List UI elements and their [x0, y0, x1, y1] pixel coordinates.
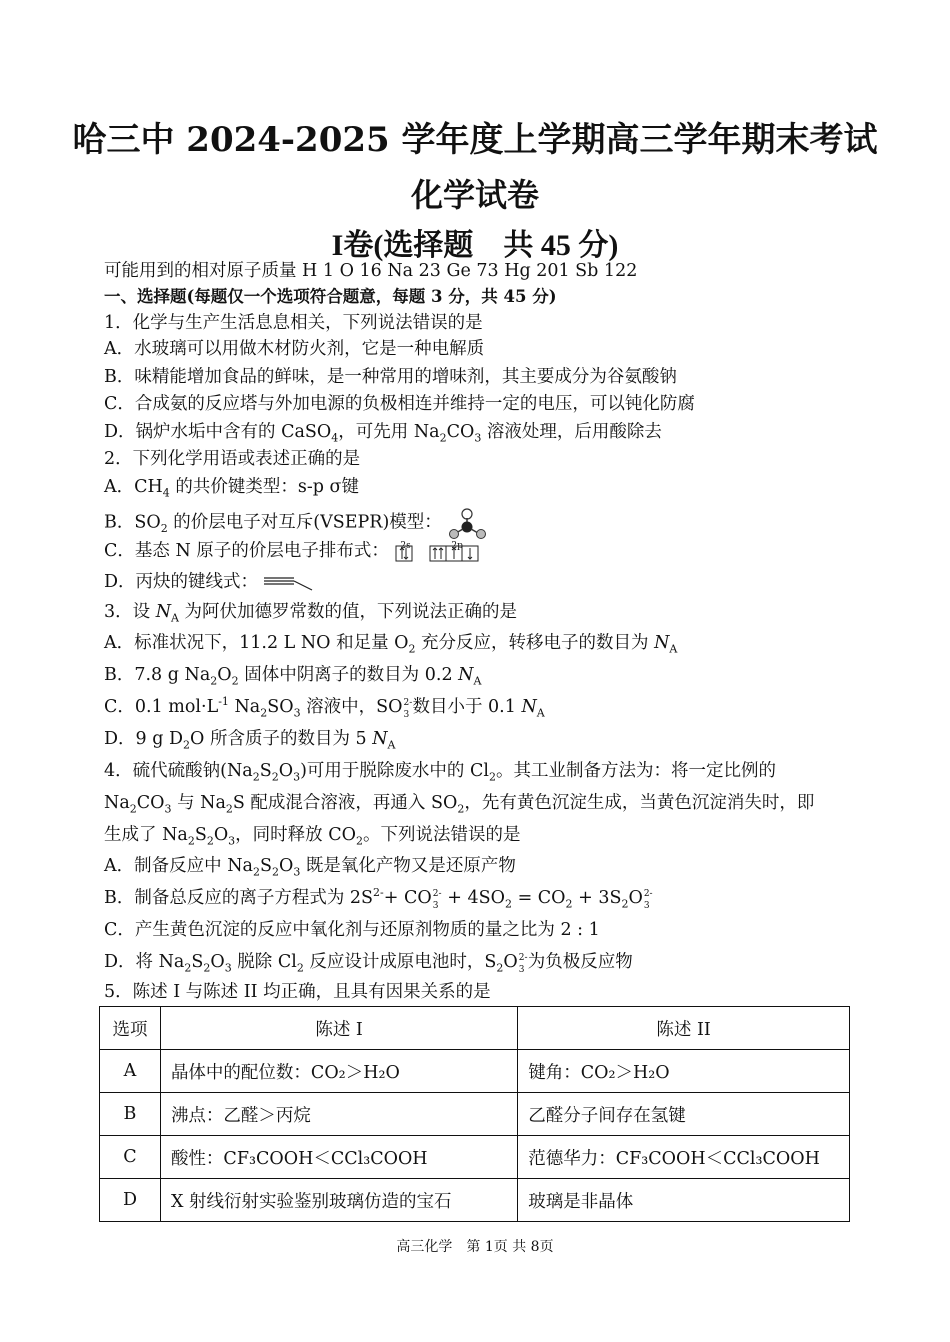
q2-option-c: C．基态 N 原子的价层电子排布式： 2s 2p: [104, 540, 494, 563]
row-statement-2: 键角：CO₂＞H₂O: [518, 1050, 850, 1093]
exam-subtitle: 化学试卷: [410, 176, 539, 214]
row-statement-2: 玻璃是非晶体: [518, 1179, 850, 1222]
orbital-diagram: [394, 541, 494, 563]
page-footer: 高三化学 第 1页 共 8页: [396, 1239, 554, 1255]
row-statement-2: 乙醛分子间存在氢键: [518, 1093, 850, 1136]
orbital-boxes-icon: [394, 545, 494, 563]
row-statement-1: 沸点：乙醛＞丙烷: [160, 1093, 517, 1136]
q1-option-b: B．味精能增加食品的鲜味，是一种常用的增味剂，其主要成分为谷氨酸钠: [104, 367, 677, 387]
orbital-2p-label: 2p: [451, 540, 463, 551]
row-option: A: [100, 1050, 161, 1093]
q3-option-b: B．7.8 g $Na_2O_2$ 固体中阴离子的数目为 0.2 $N_A$: [104, 665, 482, 688]
table-row: [100, 1050, 850, 1093]
part-one-heading: 一、选择题(每题仅一个选项符合题意，每题 3 分，共 45 分): [104, 287, 557, 306]
q5-table: [99, 1006, 850, 1222]
q3-option-a: A．标准状况下，11.2 L NO 和足量 $O_2$ 充分反应，转移电子的数目为 $N_A$: [104, 633, 678, 656]
q4-stem-line1: 4．硫代硫酸钠$(Na_2S_2O_3)$可用于脱除废水中的 $Cl_2$。其工业制备方法为：将一定比例的: [104, 761, 776, 784]
q1-option-d: D．锅炉水垢中含有的 CaSO$_4$，可先用 $Na_2CO_3$ 溶液处理，后用酸除去: [104, 422, 662, 445]
row-statement-1: 酸性：CF₃COOH＜CCl₃COOH: [160, 1136, 517, 1179]
atomic-masses: 可能用到的相对原子质量 H 1 O 16 Na 23 Ge 73 Hg 201 Sb 122: [104, 261, 638, 281]
header-option: 选项: [100, 1007, 161, 1050]
section-title: I卷(选择题 共 45 分): [331, 229, 619, 262]
exam-title: 哈三中 2024-2025 学年度上学期高三学年期末考试: [72, 120, 878, 160]
q3-option-c: C．0.1 $mol\cdot L^{-1}$ $Na_2SO_3$ 溶液中，SO 2- 3 数目小于 0.1 $N_A$: [104, 695, 545, 720]
q4-option-c: C．产生黄色沉淀的反应中氧化剂与还原剂物质的量之比为 2 : 1: [104, 920, 600, 940]
orbital-2s-label: 2s: [400, 540, 411, 551]
row-statement-2: 范德华力：CF₃COOH＜CCl₃COOH: [518, 1136, 850, 1179]
header-statement-2: 陈述 II: [518, 1007, 850, 1050]
q4-stem-line2: $Na_2CO_3$ 与 $Na_2S$ 配成混合溶液，再通入 $SO_2$，先有黄色沉淀生成，当黄色沉淀消失时，即: [104, 793, 815, 816]
row-option: C: [100, 1136, 161, 1179]
q4-option-a: A．制备反应中 $Na_2S_2O_3$ 既是氧化产物又是还原产物: [104, 856, 516, 879]
q3-stem: 3．设 $N_A$ 为阿伏加德罗常数的值，下列说法正确的是: [104, 602, 518, 625]
q1-option-a: A．水玻璃可以用做木材防火剂，它是一种电解质: [104, 339, 485, 359]
propyne-skeletal-icon: [264, 574, 316, 592]
q5-stem: 5．陈述 I 与陈述 II 均正确，且具有因果关系的是: [104, 982, 491, 1002]
row-option: B: [100, 1093, 161, 1136]
row-option: D: [100, 1179, 161, 1222]
q1-stem: 1．化学与生产生活息息相关，下列说法错误的是: [104, 313, 483, 333]
q2-option-a: A．$CH_4$ 的共价键类型：s-p σ键: [104, 477, 359, 500]
table-row: [100, 1093, 850, 1136]
q4-stem-line3: 生成了 $Na_2S_2O_3$，同时释放 $CO_2$。下列说法错误的是: [104, 825, 521, 848]
q2-option-d: D．丙炔的键线式：: [104, 571, 316, 593]
q2-stem: 2．下列化学用语或表述正确的是: [104, 449, 361, 469]
q2-option-b: B．$SO_2$ 的价层电子对互斥(VSEPR)模型：: [104, 506, 493, 540]
header-statement-1: 陈述 I: [160, 1007, 517, 1050]
q3-option-d: D．9 g $D_2O$ 所含质子的数目为 5 $N_A$: [104, 729, 396, 752]
q1-option-c: C．合成氨的反应塔与外加电源的负极相连并维持一定的电压，可以钝化防腐: [104, 394, 695, 414]
table-row: [100, 1179, 850, 1222]
q4-option-b: B．制备总反应的离子方程式为 $2S^{2-}+$ CO 2- 3 + $4SO_2 = CO_2 + 3S_2O$ 2- 3: [104, 886, 653, 911]
row-statement-1: 晶体中的配位数：CO₂＞H₂O: [160, 1050, 517, 1093]
table-header-row: [100, 1007, 850, 1050]
table-row: [100, 1136, 850, 1179]
q4-option-d: D．将 $Na_2S_2O_3$ 脱除 $Cl_2$ 反应设计成原电池时，$S_2O$ 2- 3 为负极反应物: [104, 952, 633, 975]
row-statement-1: X 射线衍射实验鉴别玻璃仿造的宝石: [160, 1179, 517, 1222]
